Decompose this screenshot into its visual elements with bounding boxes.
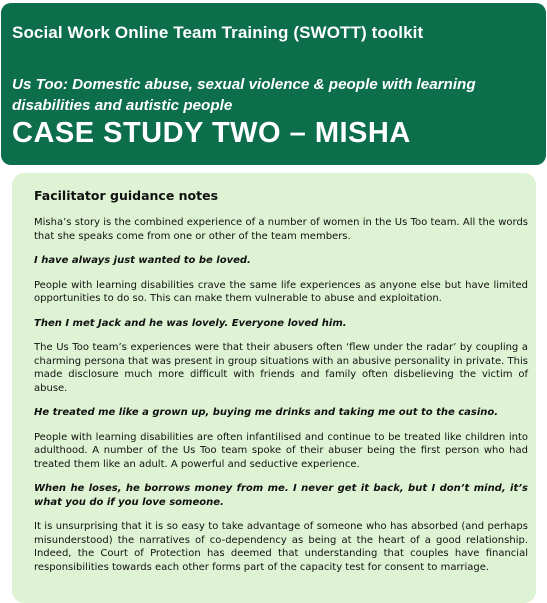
misha-quote: When he loses, he borrows money from me. I never get it back, but I don’t mind, it’s what you do if you love someone. (34, 483, 528, 508)
guidance-paragraph: Misha’s story is the combined experience of a number of women in the Us Too team. All the words that she speaks come from one or other of the team members. (34, 217, 528, 242)
case-study-title: CASE STUDY TWO – MISHA (12, 117, 411, 149)
module-subtitle: Us Too: Domestic abuse, sexual violence & people with learning disabilities and autistic people (12, 76, 476, 114)
guidance-paragraph: People with learning disabilities are often infantilised and continue to be treated like children into adulthood. A number of the Us Too team spoke of their abuser being the first person who had treated them like an adult. A powerful and seductive experience. (34, 431, 528, 470)
misha-quote: I have always just wanted to be loved. (34, 255, 251, 266)
guidance-paragraph: People with learning disabilities crave the same life experiences as anyone else but have limited opportunities to do so. This can make them vulnerable to abuse and exploitation. (34, 279, 528, 304)
guidance-paragraph: The Us Too team’s experiences were that their abusers often ‘flew under the radar’ by coupling a charming persona that was present in group situations with an abusive personality in private. This made disclosure much more difficult with friends and family often disbelieving the victim of abuse. (34, 342, 528, 394)
toolkit-title: Social Work Online Team Training (SWOTT) toolkit (12, 23, 424, 42)
header-banner (1, 3, 546, 165)
misha-quote: He treated me like a grown up, buying me drinks and taking me out to the casino. (34, 407, 499, 418)
misha-quote: Then I met Jack and he was lovely. Everyone loved him. (34, 317, 347, 329)
guidance-paragraph: It is unsurprising that it is so easy to take advantage of someone who has absorbed (and perhaps misunderstood) the narratives of co-dependency as being at the heart of a good relationship. Indeed, the Court of Protection has deemed that understanding that couples have financial responsibilities towards each other forms part of the capacity test for consent to marriage. (34, 521, 528, 573)
facilitator-guidance-panel (12, 173, 536, 603)
guidance-heading: Facilitator guidance notes (34, 188, 219, 203)
